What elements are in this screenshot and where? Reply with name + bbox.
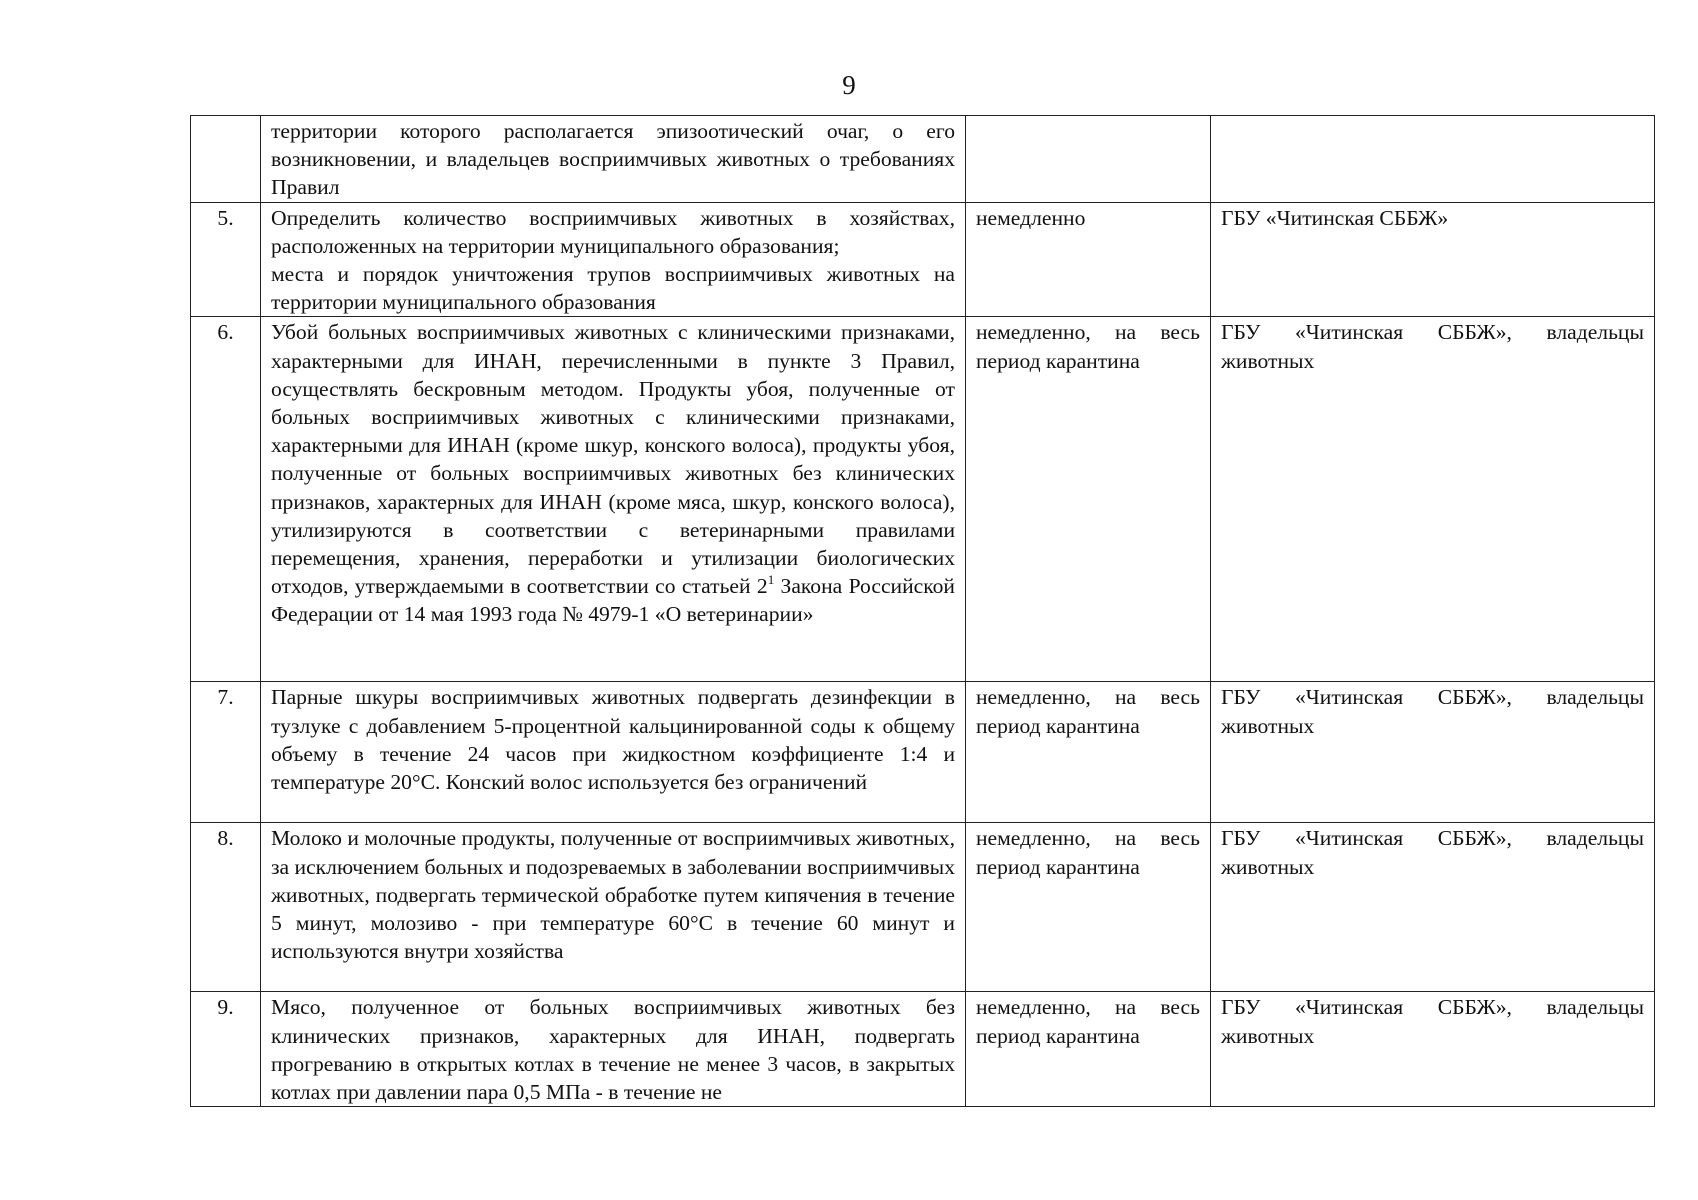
measure-text-part: места и порядок уничтожения трупов восприимчивых животных на территории муниципального образования	[271, 262, 955, 315]
table-row	[191, 823, 1655, 992]
measure-text: территории которого располагается эпизоотический очаг, о его возникновении, и владельцев восприимчивых животных о требованиях Правил	[261, 116, 966, 203]
table-row	[191, 992, 1655, 1107]
deadline-text: немедленно, на весь период карантина	[966, 682, 1211, 823]
row-number: 5.	[191, 202, 261, 317]
deadline-text	[966, 116, 1211, 203]
measure-text: Мясо, полученное от больных восприимчивых животных без клинических признаков, характерных для ИНАН, подвергать прогреванию в открытых котлах в течение не менее 3 часов, в закрытых котлах при давлении пара 0,5 МПа - в течение не	[261, 992, 966, 1107]
responsible-text: ГБУ «Читинская СББЖ», владельцы животных	[1211, 317, 1655, 682]
table-row	[191, 317, 1655, 682]
responsible-text: ГБУ «Читинская СББЖ»	[1211, 202, 1655, 317]
row-number: 6.	[191, 317, 261, 682]
table-row	[191, 116, 1655, 203]
deadline-text: немедленно	[966, 202, 1211, 317]
row-number: 9.	[191, 992, 261, 1107]
deadline-text: немедленно, на весь период карантина	[966, 992, 1211, 1107]
measure-text-part: Определить количество восприимчивых животных в хозяйствах, расположенных на территории муниципального образования;	[271, 205, 955, 258]
measure-text-main: Убой больных восприимчивых животных с клиническими признаками, характерными для ИНАН, перечисленными в пункте 3 Правил, осуществлять бескровным методом. Продукты убоя, полученные от больных восприимчивых животных с клиническими признаками, характерными для ИНАН (кроме шкур, конского волоса), продукты убоя, полученные от больных восприимчивых животных без клинических признаков, характерных для ИНАН (кроме мяса, шкур, конского волоса), утилизируются в соответствии с ветеринарными правилами перемещения, хранения, переработки и утилизации биологических отходов, утверждаемыми в соответствии со статьей 2	[271, 320, 955, 599]
table-row	[191, 202, 1655, 317]
measure-text-tail: Закона Российской Федерации от 14 мая 1993 года № 4979-1 «О ветеринарии»	[271, 574, 955, 627]
deadline-text: немедленно, на весь период карантина	[966, 317, 1211, 682]
responsible-text: ГБУ «Читинская СББЖ», владельцы животных	[1211, 823, 1655, 992]
row-number: 7.	[191, 682, 261, 823]
measure-text	[261, 202, 966, 317]
superscript: 1	[767, 572, 775, 588]
measure-text: Парные шкуры восприимчивых животных подвергать дезинфекции в тузлуке с добавлением 5-процентной кальцинированной соды к общему объему в течение 24 часов при жидкостном коэффициенте 1:4 и температуре 20°С. Конский волос используется без ограничений	[261, 682, 966, 823]
deadline-text: немедленно, на весь период карантина	[966, 823, 1211, 992]
measure-text	[261, 317, 966, 682]
measure-text: Молоко и молочные продукты, полученные от восприимчивых животных, за исключением больных и подозреваемых в заболевании восприимчивых животных, подвергать термической обработке путем кипячения в течение 5 минут, молозиво - при температуре 60°С в течение 60 минут и используются внутри хозяйства	[261, 823, 966, 992]
measures-table	[190, 115, 1655, 1107]
responsible-text: ГБУ «Читинская СББЖ», владельцы животных	[1211, 682, 1655, 823]
page-number: 9	[842, 70, 856, 100]
table-row	[191, 682, 1655, 823]
row-number: 8.	[191, 823, 261, 992]
row-number	[191, 116, 261, 203]
responsible-text: ГБУ «Читинская СББЖ», владельцы животных	[1211, 992, 1655, 1107]
responsible-text	[1211, 116, 1655, 203]
